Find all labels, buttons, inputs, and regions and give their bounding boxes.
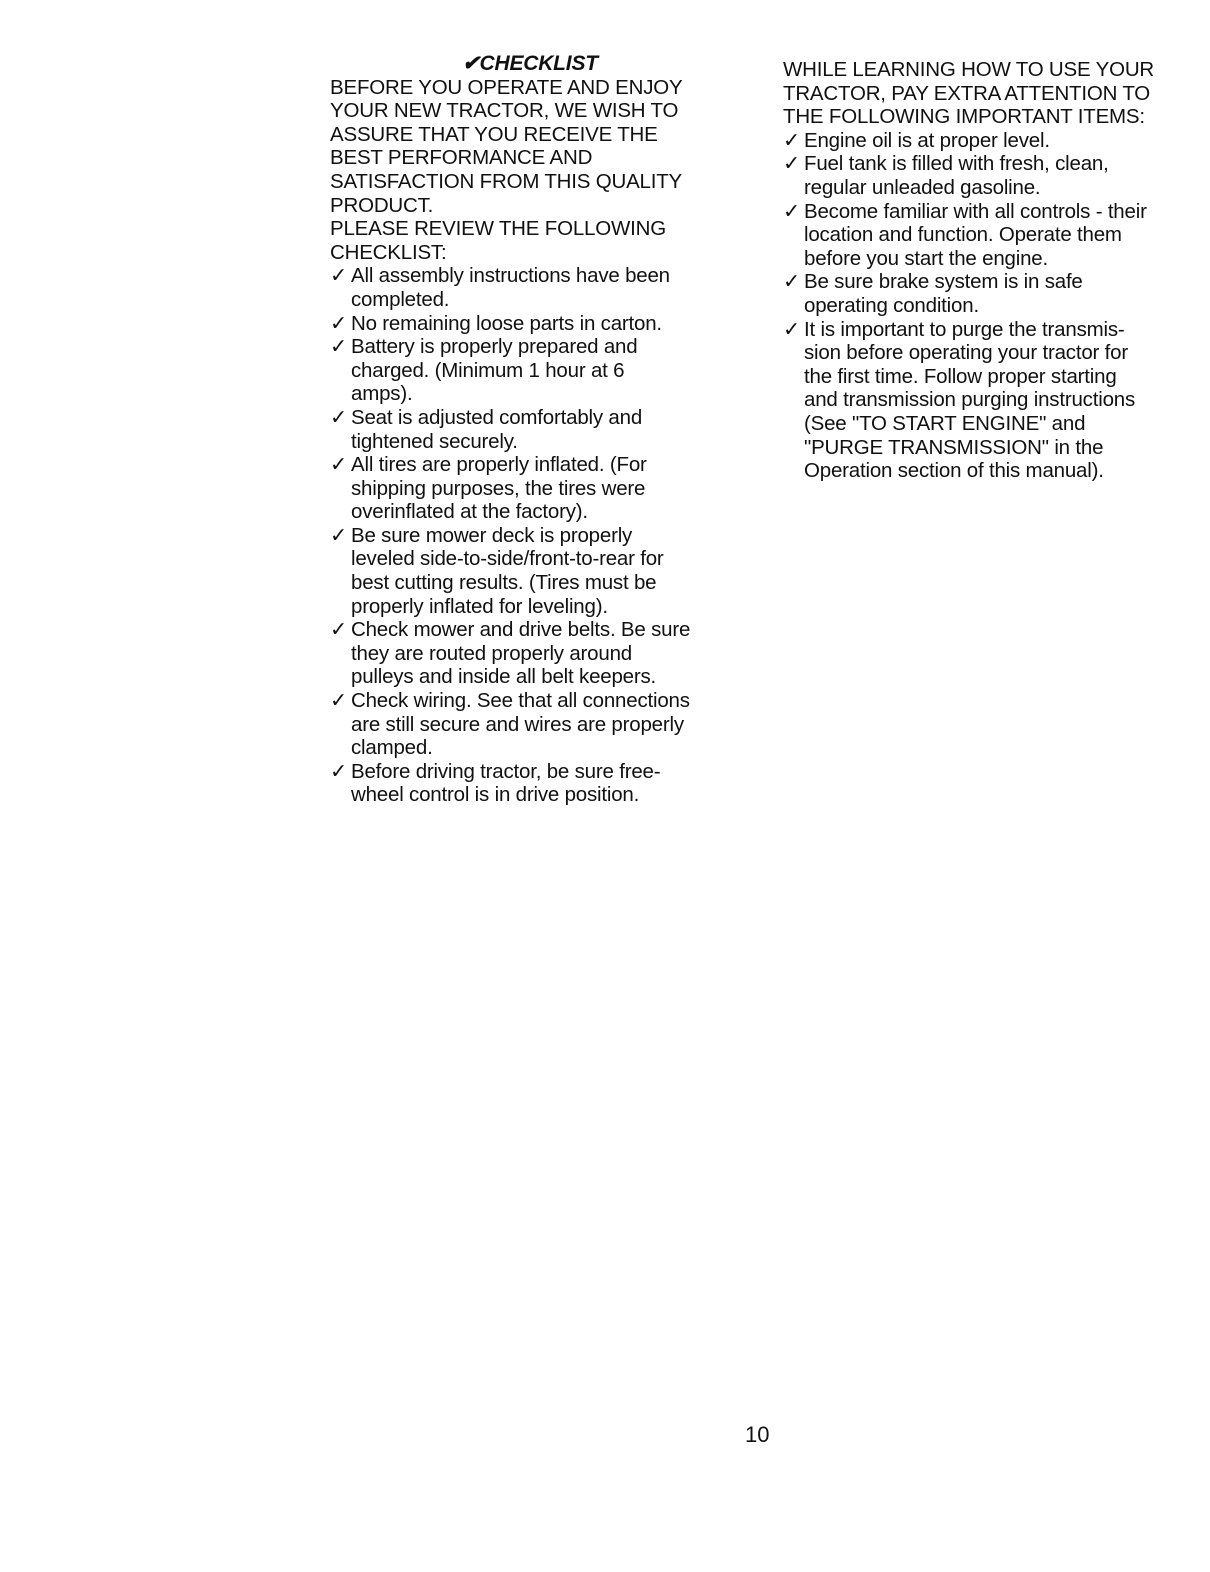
checkmark-icon: ✓ [783,270,800,294]
checklist-item-line: properly inflated for leveling). [351,594,608,618]
intro-line: BEST PERFORMANCE AND [330,146,593,170]
checklist-item-line: location and function. Operate them [804,223,1122,247]
intro-line: PLEASE REVIEW THE FOLLOWING [330,217,666,241]
checkmark-icon: ✓ [330,689,347,713]
checklist-item-line: All assembly instructions have been [351,264,670,288]
checklist-item-line: Battery is properly prepared and [351,335,638,359]
checkmark-icon: ✓ [330,453,347,477]
checklist-item-line: charged. (Minimum 1 hour at 6 [351,358,625,382]
checklist-item [783,270,1193,317]
checklist-item [330,312,740,336]
checklist-item-line: Check mower and drive belts. Be sure [351,618,691,642]
left-column [330,52,740,807]
checklist-item-line: sion before operating your tractor for [804,341,1128,365]
checklist-item-line: It is important to purge the transmis- [804,317,1125,341]
checklist-item-line: they are routed properly around [351,641,632,665]
checklist-item-line: wheel control is in drive position. [351,783,640,807]
intro-line: THE FOLLOWING IMPORTANT ITEMS: [783,105,1145,129]
checklist-item-line: leveled side-to-side/front-to-rear for [351,547,664,571]
intro-line: YOUR NEW TRACTOR, WE WISH TO [330,99,679,123]
intro-line: CHECKLIST: [330,240,447,264]
checklist-item-line: Engine oil is at proper level. [804,128,1050,152]
intro-line: ASSURE THAT YOU RECEIVE THE [330,122,658,146]
checklist-item-line: before you start the engine. [804,246,1048,270]
checklist-item-line: Be sure mower deck is properly [351,523,633,547]
checklist-items [330,264,740,807]
checklist-item [330,406,740,453]
checklist-item-line: No remaining loose parts in carton. [351,311,662,335]
checklist-item-line: pulleys and inside all belt keepers. [351,665,657,689]
checklist-item-line: are still secure and wires are properly [351,712,684,736]
checklist-item [330,760,740,807]
checklist-item-line: best cutting results. (Tires must be [351,571,657,595]
checklist-item-line: overinflated at the factory). [351,500,588,524]
checkmark-icon: ✓ [330,264,347,288]
checklist-item-line: Check wiring. See that all connections [351,689,690,713]
checkmark-icon: ✓ [330,311,347,335]
checkmark-icon: ✓ [783,199,800,223]
checklist-item-line: Be sure brake system is in safe [804,270,1083,294]
checklist-item-line: amps). [351,382,413,406]
intro-line: WHILE LEARNING HOW TO USE YOUR [783,58,1155,81]
checklist-item [783,129,1193,153]
checklist-item-line: Before driving tractor, be sure free- [351,759,661,783]
checkmark-icon: ✓ [783,128,800,152]
checklist-heading [330,52,730,76]
checkmark-icon: ✔ [462,52,480,75]
checklist-item-line: Become familiar with all controls - their [804,199,1147,223]
attention-intro [783,58,1193,129]
checklist-item [330,335,740,406]
checklist-item-line: the first time. Follow proper starting [804,364,1117,388]
right-column [783,58,1193,483]
checklist-item [330,453,740,524]
page-number: 10 [745,1422,770,1447]
checklist-item [330,264,740,311]
checkmark-icon: ✓ [783,152,800,176]
checklist-item-line: regular unleaded gasoline. [804,175,1041,199]
intro-line: PRODUCT. [330,193,434,217]
intro-line: TRACTOR, PAY EXTRA ATTENTION TO [783,81,1151,105]
checklist-intro [330,76,740,265]
checklist-item-line: "PURGE TRANSMISSION" in the [804,435,1104,459]
checklist-item [330,689,740,760]
checklist-item-line: and transmission purging instructions [804,388,1136,412]
checklist-item [330,618,740,689]
checklist-item-line: tightened securely. [351,429,518,453]
attention-items [783,129,1193,483]
intro-line: BEFORE YOU OPERATE AND ENJOY [330,75,683,99]
checklist-item-line: shipping purposes, the tires were [351,476,646,500]
checklist-item [330,524,740,618]
checklist-item-line: All tires are properly inflated. (For [351,453,647,477]
checklist-item-line: Operation section of this manual). [804,459,1104,483]
checklist-item [783,200,1193,271]
checklist-item [783,318,1193,483]
checkmark-icon: ✓ [783,317,800,341]
intro-line: SATISFACTION FROM THIS QUALITY [330,169,683,193]
checkmark-icon: ✓ [330,335,347,359]
checklist-item [783,152,1193,199]
checklist-item-line: (See "TO START ENGINE" and [804,411,1086,435]
checkmark-icon: ✓ [330,759,347,783]
checklist-title: CHECKLIST [479,52,598,75]
checkmark-icon: ✓ [330,523,347,547]
checklist-item-line: completed. [351,287,450,311]
checklist-item-line: operating condition. [804,293,979,317]
checkmark-icon: ✓ [330,405,347,429]
checkmark-icon: ✓ [330,618,347,642]
checklist-item-line: Fuel tank is filled with fresh, clean, [804,152,1109,176]
checklist-item-line: Seat is adjusted comfortably and [351,405,643,429]
checklist-item-line: clamped. [351,736,433,760]
